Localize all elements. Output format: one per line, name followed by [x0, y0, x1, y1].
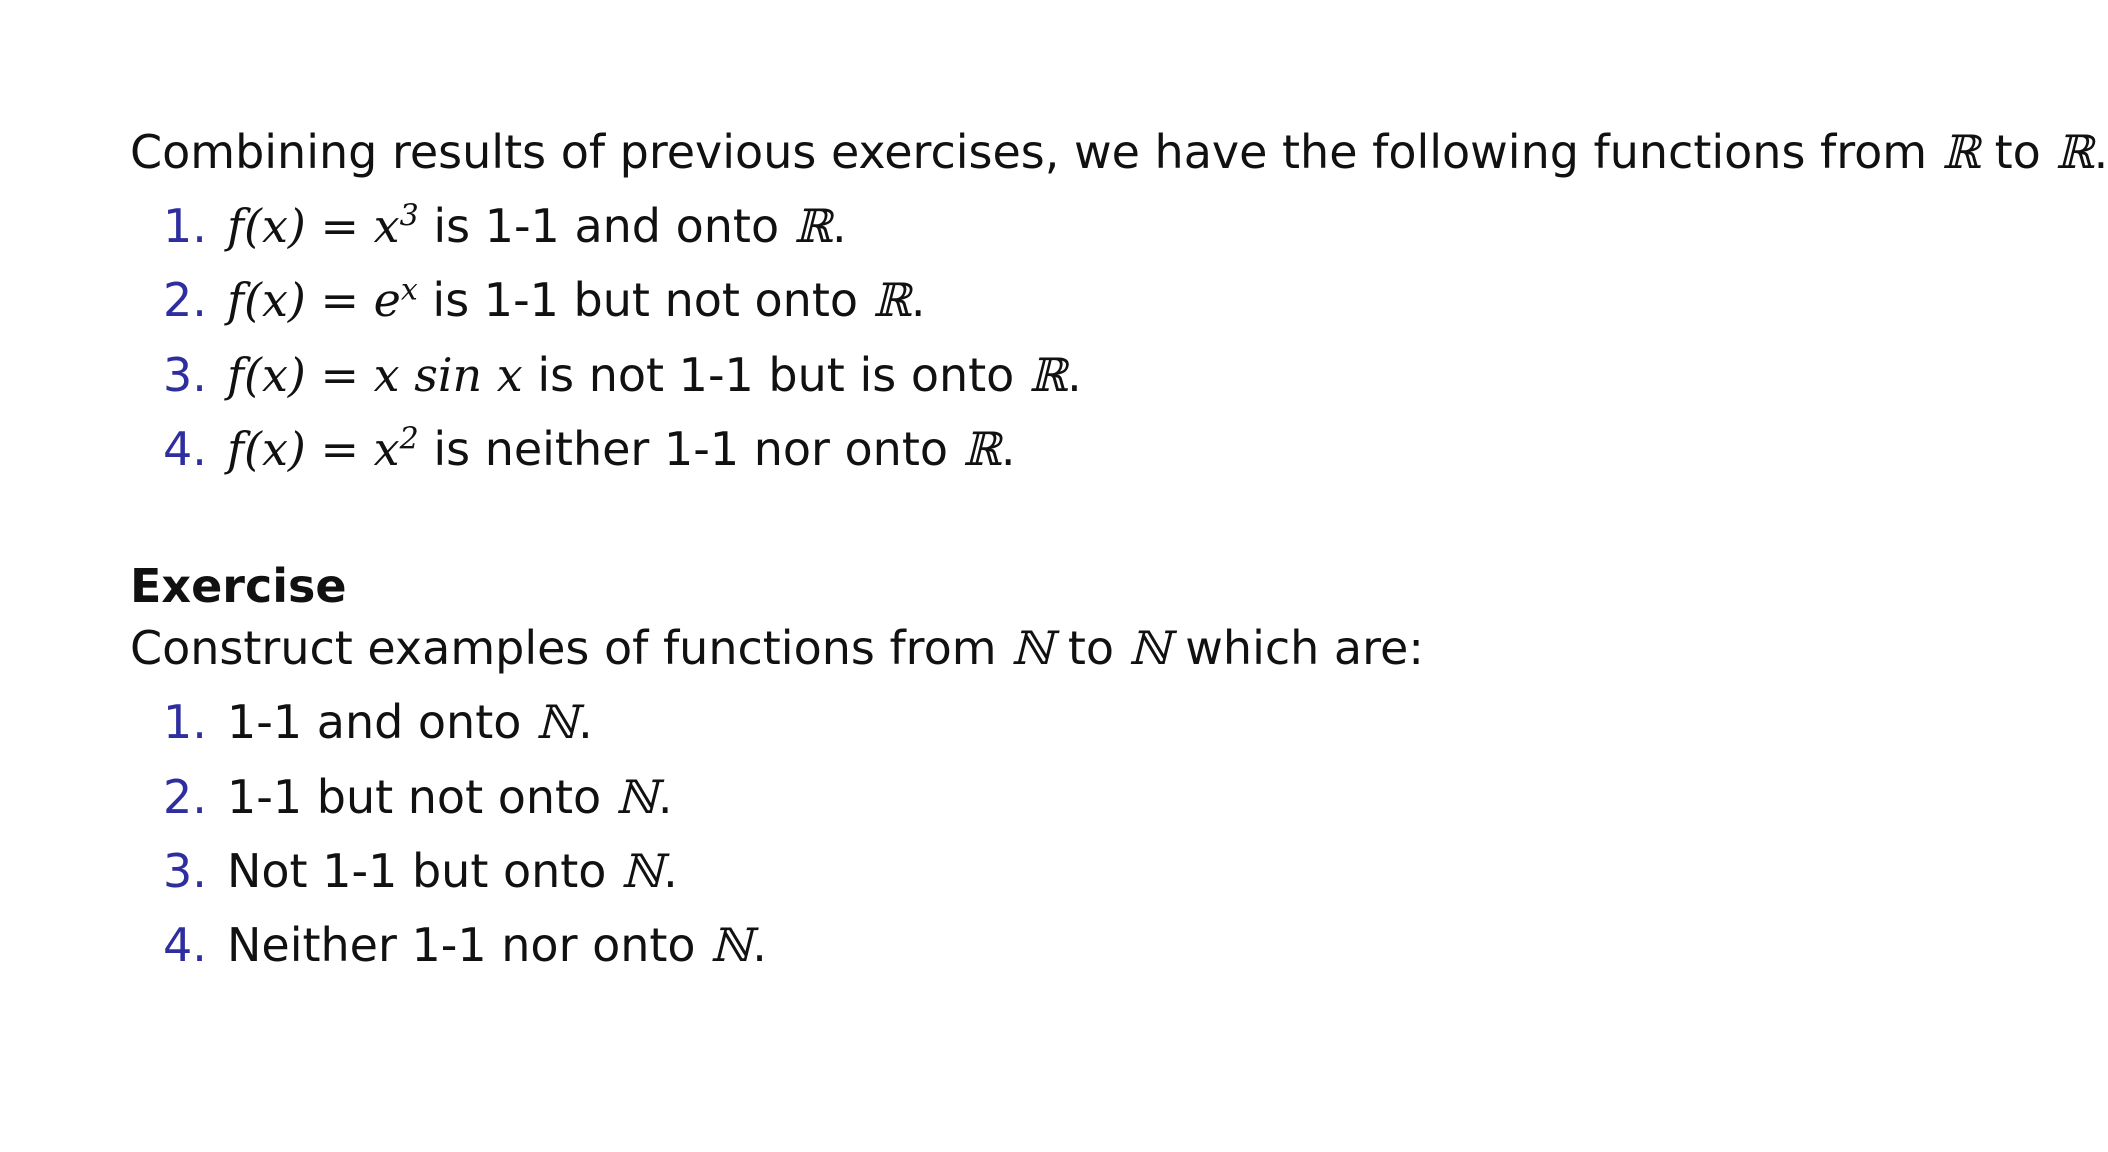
- lead-text-end: which are:: [1170, 621, 1424, 675]
- function-lhs: f(x) =: [227, 273, 374, 327]
- list-item: [163, 841, 678, 901]
- function-exponent: x: [400, 272, 418, 308]
- list-number: 2.: [163, 273, 207, 327]
- list-number: 2.: [163, 770, 207, 824]
- item-text: Not 1-1 but onto: [227, 844, 622, 898]
- natural-numbers-symbol: ℕ: [710, 918, 753, 972]
- list-number: 1.: [163, 199, 207, 253]
- exercise-lead: [130, 618, 1424, 678]
- real-numbers-symbol: ℝ: [962, 422, 1001, 476]
- list-item: [163, 692, 593, 752]
- item-period: .: [910, 273, 926, 327]
- list-item: [163, 767, 673, 827]
- item-text: 1-1 and onto: [227, 695, 537, 749]
- item-period: .: [657, 770, 673, 824]
- list-number: 3.: [163, 844, 207, 898]
- item-text: 1-1 but not onto: [227, 770, 616, 824]
- natural-numbers-symbol: ℕ: [621, 844, 664, 898]
- function-exponent: 2: [399, 421, 419, 457]
- list-item: [163, 196, 847, 256]
- real-numbers-symbol: ℝ: [872, 273, 911, 327]
- list-item: [163, 915, 767, 975]
- real-numbers-symbol: ℝ: [1941, 125, 1980, 179]
- exercise-heading: Exercise: [130, 559, 347, 613]
- function-base: x sin x: [373, 348, 523, 402]
- function-base: e: [373, 273, 401, 327]
- item-period: .: [663, 844, 678, 898]
- list-number: 3.: [163, 348, 207, 402]
- natural-numbers-symbol: ℕ: [615, 770, 658, 824]
- list-number: 4.: [163, 918, 207, 972]
- function-lhs: f(x) =: [227, 199, 374, 253]
- intro-period: .: [2093, 125, 2108, 179]
- item-period: .: [1067, 348, 1082, 402]
- lead-text: Construct examples of functions from: [130, 621, 1012, 675]
- function-description: is 1-1 but not onto: [417, 273, 873, 327]
- list-item: [163, 270, 925, 330]
- function-exponent: 3: [399, 198, 419, 234]
- list-item: [163, 419, 1016, 479]
- item-period: .: [752, 918, 767, 972]
- function-description: is neither 1-1 nor onto: [418, 422, 963, 476]
- item-period: .: [831, 199, 847, 253]
- natural-numbers-symbol: ℕ: [536, 695, 579, 749]
- function-lhs: f(x) =: [227, 422, 374, 476]
- real-numbers-symbol: ℝ: [793, 199, 832, 253]
- function-base: x: [373, 422, 400, 476]
- intro-text: Combining results of previous exercises, we have the following functions from: [130, 125, 1942, 179]
- function-description: is 1-1 and onto: [418, 199, 794, 253]
- real-numbers-symbol: ℝ: [2055, 125, 2094, 179]
- intro-text-mid: to: [1979, 125, 2056, 179]
- function-base: x: [373, 199, 400, 253]
- list-item: [163, 345, 1082, 405]
- item-text: Neither 1-1 nor onto: [227, 918, 711, 972]
- natural-numbers-symbol: ℕ: [1128, 621, 1171, 675]
- function-description: is not 1-1 but is onto: [522, 348, 1029, 402]
- item-period: .: [1000, 422, 1016, 476]
- list-number: 1.: [163, 695, 207, 749]
- function-lhs: f(x) =: [227, 348, 374, 402]
- real-numbers-symbol: ℝ: [1028, 348, 1068, 402]
- list-number: 4.: [163, 422, 207, 476]
- natural-numbers-symbol: ℕ: [1011, 621, 1054, 675]
- lead-text-mid: to: [1053, 621, 1129, 675]
- item-period: .: [578, 695, 593, 749]
- intro-paragraph: [130, 122, 2108, 182]
